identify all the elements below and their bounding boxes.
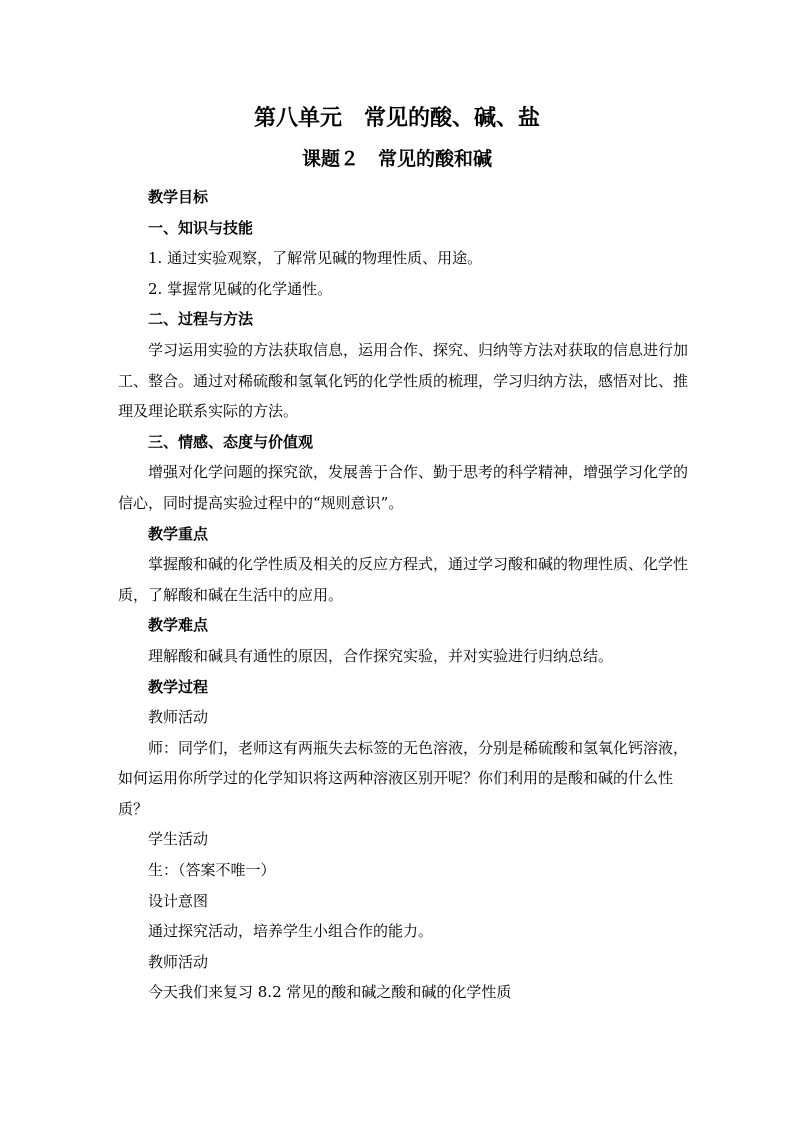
section-heading: 教学难点 (148, 616, 209, 635)
paragraph: 教师活动 (148, 952, 209, 971)
paragraph: 今天我们来复习 8.2 常见的酸和碱之酸和碱的化学性质 (148, 983, 512, 1002)
paragraph: 通过探究活动，培养学生小组合作的能力。 (148, 922, 434, 941)
paragraph: 学生活动 (148, 830, 209, 849)
paragraph: 掌握酸和碱的化学性质及相关的反应方程式，通过学习酸和碱的物理性质、化学性质，了解酸和碱在生活中的应用。 (118, 555, 689, 604)
document-title: 第八单元 常见的酸、碱、盐 (253, 106, 540, 131)
paragraph: 学习运用实验的方法获取信息，运用合作、探究、归纳等方法对获取的信息进行加工、整合。通过对稀硫酸和氢氧化钙的化学性质的梳理，学习归纳方法，感悟对比、推理及理论联系实际的方法。 (118, 340, 689, 421)
paragraph: 教师活动 (148, 708, 209, 727)
paragraph: 生：（答案不唯一） (148, 861, 276, 880)
paragraph: 1. 通过实验观察，了解常见碱的物理性质、用途。 (148, 249, 483, 268)
paragraph: 增强对化学问题的探究欲，发展善于合作、勤于思考的科学精神，增强学习化学的信心，同时提高实验过程中的“规则意识”。 (118, 463, 689, 512)
paragraph: 理解酸和碱具有通性的原因，合作探究实验，并对实验进行归纳总结。 (148, 646, 614, 665)
section-heading: 教学目标 (148, 188, 209, 206)
paragraph: 2. 掌握常见碱的化学通性。 (148, 279, 333, 298)
paragraph: 师：同学们，老师这有两瓶失去标签的无色溶液，分别是稀硫酸和氢氧化钙溶液，如何运用你所学过的化学知识将这两种溶液区别开呢？你们利用的是酸和碱的什么性质？ (118, 738, 689, 818)
section-heading: 一、知识与技能 (148, 218, 254, 237)
document-body (118, 182, 693, 1008)
paragraph: 设计意图 (148, 891, 209, 910)
section-heading: 三、情感、态度与价值观 (148, 432, 314, 451)
section-heading: 教学过程 (148, 677, 209, 696)
section-heading: 教学重点 (148, 524, 209, 543)
section-heading: 二、过程与方法 (148, 310, 254, 329)
lesson-subtitle: 课题２ 常见的酸和碱 (301, 148, 492, 170)
